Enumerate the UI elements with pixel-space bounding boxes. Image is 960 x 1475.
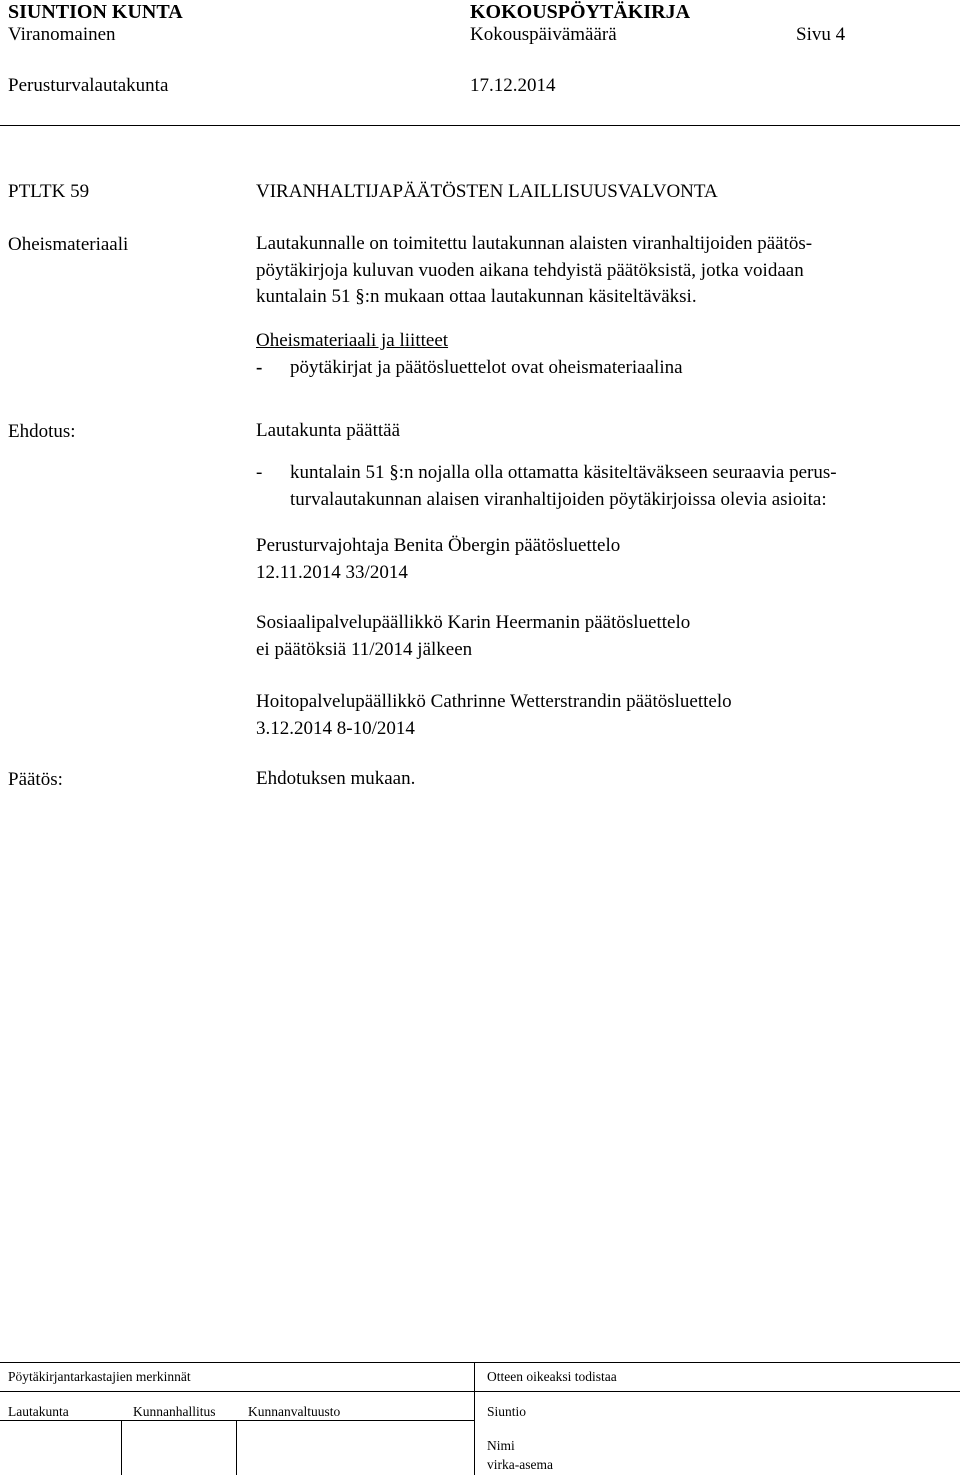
footer-col-divider (121, 1420, 122, 1475)
footer-col-divider (236, 1420, 237, 1475)
decision-list (256, 689, 732, 742)
list-detail: 3.12.2014 8-10/2014 (256, 717, 415, 739)
list-detail: ei päätöksiä 11/2014 jälkeen (256, 638, 473, 660)
list-title: Perusturvajohtaja Benita Öbergin päätösluettelo (256, 535, 621, 556)
footer-col-assembly: Kunnanvaltuusto (248, 1404, 341, 1419)
footer-name-label: Nimi (487, 1438, 515, 1453)
proposal-item-line: turvalautakunnan alaisen viranhaltijoiden pöytäkirjoissa olevia asioita: (290, 488, 827, 510)
authority-name: Perusturvalautakunta (8, 75, 169, 96)
decision-list (256, 533, 620, 586)
meeting-date-label: Kokouspäivämäärä (470, 24, 617, 45)
attachments-item-text: pöytäkirjat ja päätösluettelot ovat oheismateriaalina (290, 356, 683, 378)
certified-label: Otteen oikeaksi todistaa (487, 1369, 617, 1384)
list-title: Sosiaalipalvelupäällikkö Karin Heermanin päätösluettelo (256, 612, 691, 633)
attachments-block (256, 328, 683, 381)
list-detail: 12.11.2014 33/2014 (256, 561, 408, 583)
decision-list (256, 610, 690, 663)
footer-cell-divider (0, 1420, 474, 1421)
footer-place: Siuntio (487, 1404, 527, 1419)
list-title: Hoitopalvelupäällikkö Cathrinne Wetterstrandin päätösluettelo (256, 691, 732, 712)
meeting-date: 17.12.2014 (470, 75, 556, 96)
materials-line: Lautakunnalle on toimitettu lautakunnan alaisten viranhaltijoiden päätös- (256, 233, 813, 254)
footer-center-divider (474, 1362, 475, 1475)
footer-row-divider (0, 1391, 960, 1392)
materials-label: Oheismateriaali (8, 234, 129, 255)
doc-type: KOKOUSPÖYTÄKIRJA (470, 1, 691, 23)
materials-text (256, 231, 812, 311)
proposal-item: - kuntalain 51 §:n nojalla olla ottamatta käsiteltäväkseen seuraavia perus- turvalautakunnan alaisen viranhaltijoiden pöytäkirjoissa olevia asioita: (256, 460, 837, 513)
page-number: Sivu 4 (796, 24, 846, 45)
materials-line: kuntalain 51 §:n mukaan ottaa lautakunnan käsiteltäväksi. (256, 286, 697, 307)
proposal-intro: Lautakunta päättää (256, 420, 401, 441)
footer-divider (0, 1362, 960, 1363)
section-title: VIRANHALTIJAPÄÄTÖSTEN LAILLISUUSVALVONTA (256, 181, 718, 202)
footer-col-council: Kunnanhallitus (133, 1404, 216, 1419)
footer-col-board: Lautakunta (8, 1404, 69, 1419)
authority-label: Viranomainen (8, 24, 116, 45)
proposal-label: Ehdotus: (8, 421, 76, 442)
footer-title-label: virka-asema (487, 1457, 553, 1472)
materials-line: pöytäkirjoja kuluvan vuoden aikana tehdyistä päätöksistä, jotka voidaan (256, 259, 804, 281)
attachments-heading: Oheismateriaali ja liitteet (256, 330, 449, 351)
proposal-item-line: kuntalain 51 §:n nojalla olla ottamatta käsiteltäväkseen seuraavia perus- (290, 462, 837, 483)
decision-text: Ehdotuksen mukaan. (256, 768, 416, 789)
attachments-item: - pöytäkirjat ja päätösluettelot ovat oheismateriaalina (256, 356, 683, 378)
decision-label: Päätös: (8, 769, 63, 790)
section-id: PTLTK 59 (8, 181, 90, 202)
inspectors-label: Pöytäkirjantarkastajien merkinnät (8, 1369, 191, 1384)
org-name: SIUNTION KUNTA (8, 1, 183, 23)
header-divider (0, 125, 960, 126)
